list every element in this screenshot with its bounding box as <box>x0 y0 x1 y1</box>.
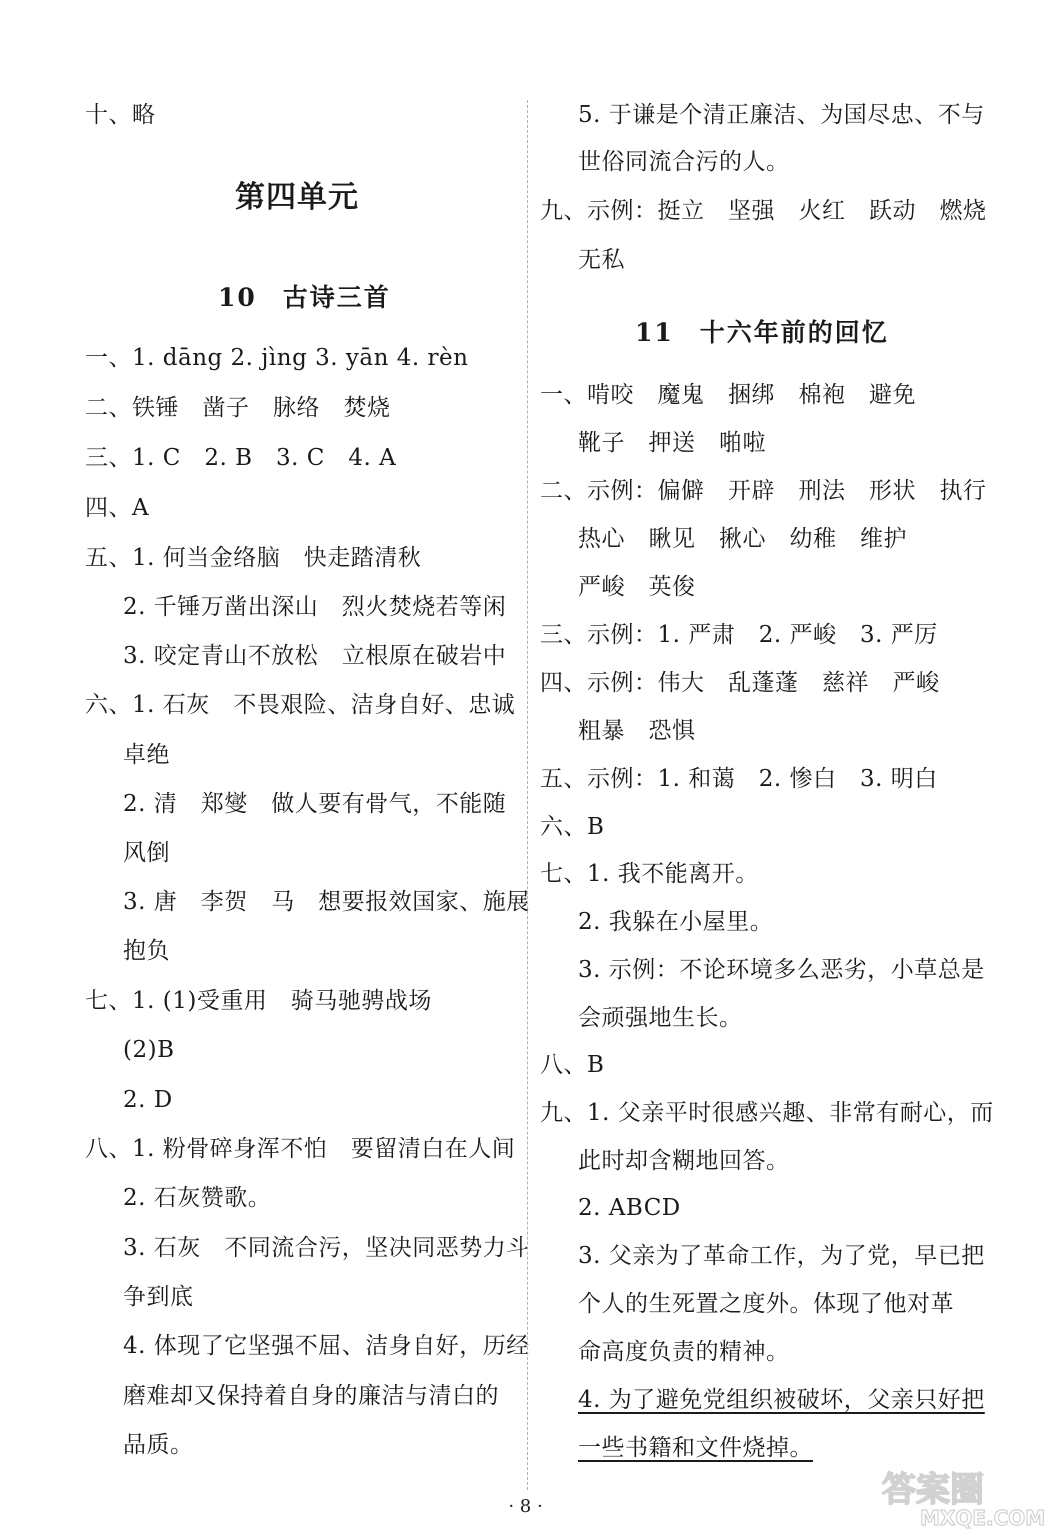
answer-line: 世俗同流合污的人。 <box>578 149 790 175</box>
answer-line: 靴子 押送 啪啦 <box>578 430 766 456</box>
answer-line: 二、示例：偏僻 开辟 刑法 形状 执行 <box>540 478 987 504</box>
answer-line: 此时却含糊地回答。 <box>578 1148 790 1174</box>
answer-line: 八、B <box>540 1052 605 1078</box>
answer-line: 抱负 <box>123 938 170 964</box>
answer-line: 2. 千锤万凿出深山 烈火焚烧若等闲 <box>123 594 507 620</box>
lesson-name: 古诗三首 <box>282 283 391 312</box>
answer-line: 磨难却又保持着自身的廉洁与清白的 <box>123 1383 499 1409</box>
answer-line: 五、1. 何当金络脑 快走踏清秋 <box>85 545 422 571</box>
answer-line: 九、1. 父亲平时很感兴趣、非常有耐心，而 <box>540 1100 994 1126</box>
answer-line: 无私 <box>578 247 625 273</box>
answer-line: 三、1. C 2. B 3. C 4. A <box>85 445 397 471</box>
answer-line: 一、1. dāng 2. jìng 3. yān 4. rèn <box>85 345 469 371</box>
answer-line: 四、A <box>85 495 150 521</box>
watermark-brand: 答案圈 <box>882 1470 984 1510</box>
answer-line: 2. 我躲在小屋里。 <box>578 909 774 935</box>
lesson-title <box>635 313 889 349</box>
answer-line: 七、1. 我不能离开。 <box>540 861 759 887</box>
unit-title: 第四单元 <box>235 180 359 215</box>
lesson-title <box>218 278 391 314</box>
answer-line: 个人的生死置之度外。体现了他对革 <box>578 1291 954 1317</box>
watermark-logo <box>876 1463 1046 1531</box>
answer-line: 八、1. 粉骨碎身浑不怕 要留清白在人间 <box>85 1136 516 1162</box>
answer-line: 3. 父亲为了革命工作，为了党，早已把 <box>578 1243 985 1269</box>
answer-line <box>578 1433 813 1463</box>
answer-line: 六、B <box>540 814 605 840</box>
answer-line: 5. 于谦是个清正廉洁、为国尽忠、不与 <box>578 102 985 128</box>
lesson-name: 十六年前的回忆 <box>699 318 889 347</box>
answer-line: 九、示例：挺立 坚强 火红 跃动 燃烧 <box>540 198 987 224</box>
underlined-answer: 4. 为了避免党组织被破坏，父亲只好把 <box>578 1387 985 1413</box>
answer-line: 七、1. (1)受重用 骑马驰骋战场 <box>85 988 432 1014</box>
answer-line: 4. 体现了它坚强不屈、洁身自好，历经 <box>123 1333 530 1359</box>
answer-line: 三、示例：1. 严肃 2. 严峻 3. 严厉 <box>540 622 938 648</box>
answer-line: 四、示例：伟大 乱蓬蓬 慈祥 严峻 <box>540 670 940 696</box>
answer-line: 风倒 <box>123 840 170 866</box>
answer-line: 十、略 <box>85 102 156 128</box>
answer-line: 二、铁锤 凿子 脉络 焚烧 <box>85 395 391 421</box>
answer-line: (2)B <box>123 1037 175 1063</box>
answer-line: 3. 咬定青山不放松 立根原在破岩中 <box>123 643 507 669</box>
page-number: · 8 · <box>508 1496 543 1517</box>
answer-line: 3. 示例：不论环境多么恶劣，小草总是 <box>578 957 985 983</box>
watermark-domain: MXQE.COM <box>920 1506 1046 1530</box>
answer-line <box>578 1385 985 1415</box>
column-divider <box>527 100 528 1490</box>
answer-line: 2. 清 郑燮 做人要有骨气，不能随 <box>123 791 507 817</box>
underlined-answer: 一些书籍和文件烧掉。 <box>578 1435 813 1461</box>
lesson-number: 10 <box>218 283 257 312</box>
answer-line: 一、啃咬 魔鬼 捆绑 棉袍 避免 <box>540 382 916 408</box>
answer-line: 品质。 <box>123 1432 194 1458</box>
answer-line: 3. 石灰 不同流合污，坚决同恶势力斗 <box>123 1235 530 1261</box>
answer-line: 六、1. 石灰 不畏艰险、洁身自好、忠诚 <box>85 692 516 718</box>
answer-line: 卓绝 <box>123 742 170 768</box>
answer-line: 五、示例：1. 和蔼 2. 惨白 3. 明白 <box>540 766 938 792</box>
answer-line: 严峻 英俊 <box>578 574 696 600</box>
answer-line: 争到底 <box>123 1284 194 1310</box>
answer-line: 2. ABCD <box>578 1195 681 1221</box>
lesson-number: 11 <box>635 318 674 347</box>
answer-line: 会顽强地生长。 <box>578 1005 743 1031</box>
answer-line: 热心 瞅见 揪心 幼稚 维护 <box>578 526 907 552</box>
answer-line: 3. 唐 李贺 马 想要报效国家、施展 <box>123 889 530 915</box>
answer-line: 命高度负责的精神。 <box>578 1339 790 1365</box>
answer-line: 粗暴 恐惧 <box>578 718 696 744</box>
answer-line: 2. D <box>123 1087 173 1113</box>
answer-line: 2. 石灰赞歌。 <box>123 1185 272 1211</box>
